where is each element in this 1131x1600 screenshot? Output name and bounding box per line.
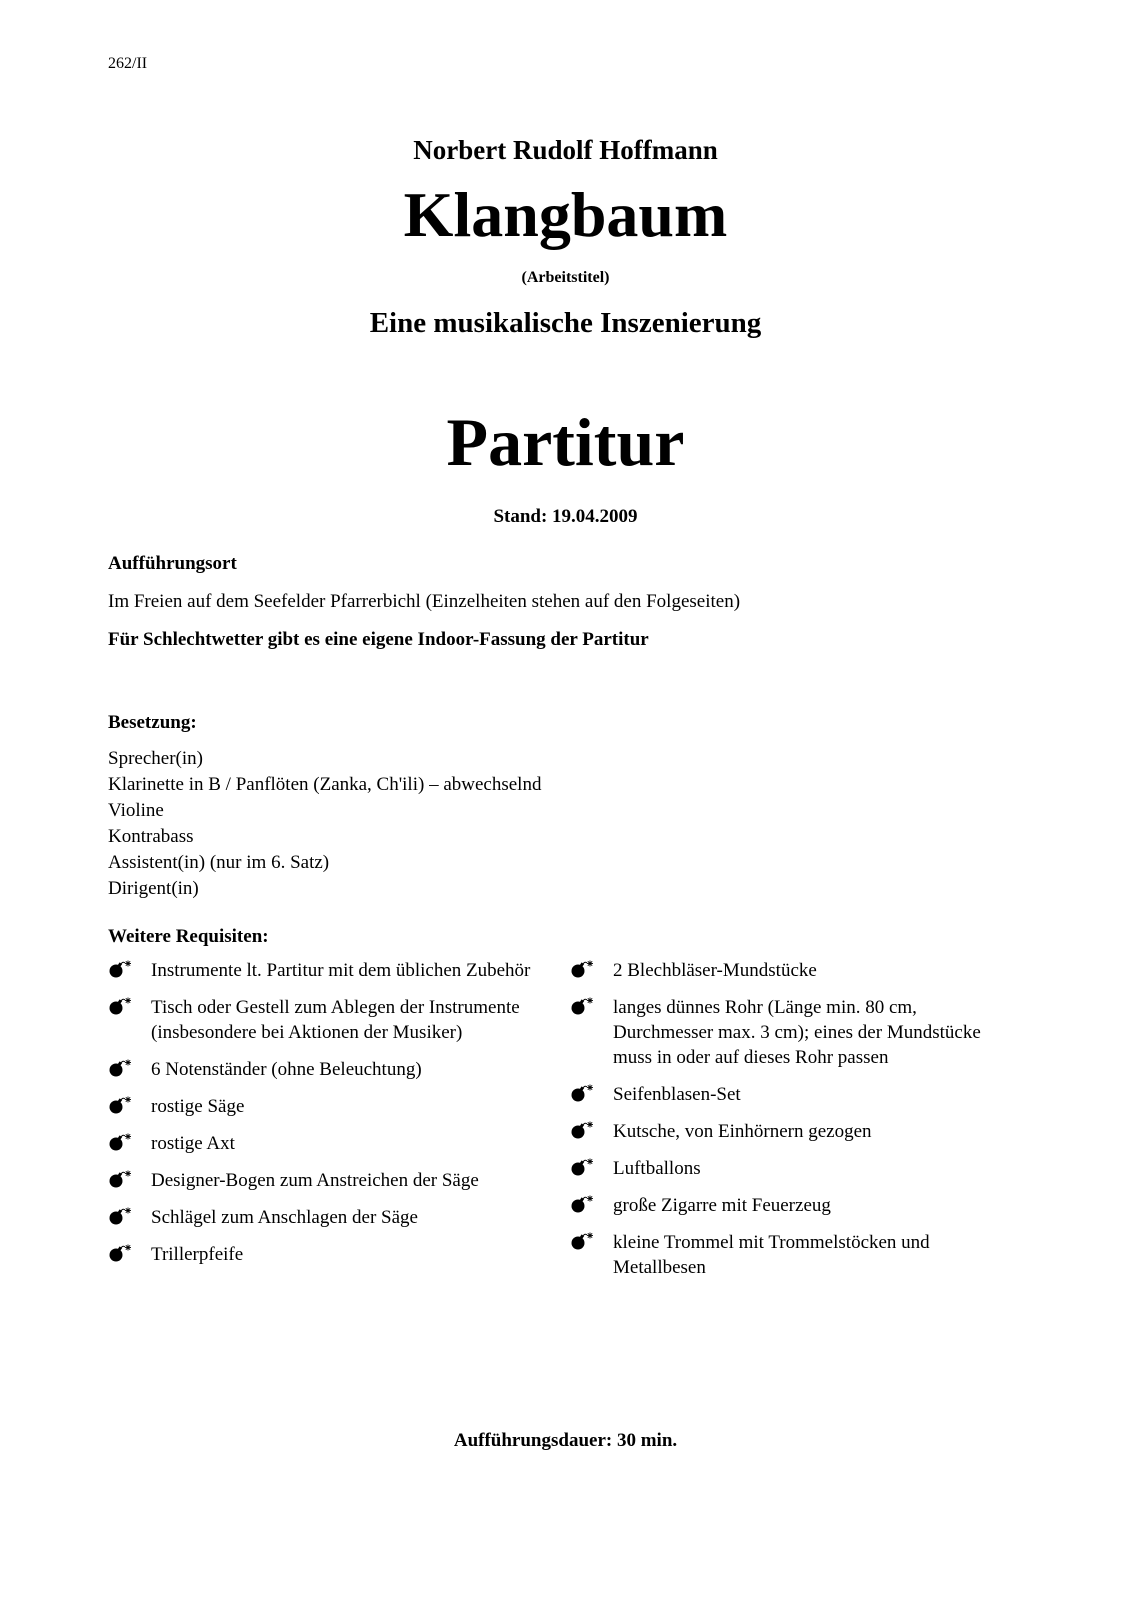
prop-label: große Zigarre mit Feuerzeug <box>613 1195 831 1216</box>
bomb-icon <box>570 1232 596 1250</box>
venue-bad-weather-note: Für Schlechtwetter gibt es eine eigene Indoor-Fassung der Partitur <box>108 629 649 650</box>
prop-item <box>108 1094 558 1119</box>
cast-item: Violine <box>108 800 164 821</box>
author-name: Norbert Rudolf Hoffmann <box>413 135 718 165</box>
work-title: Klangbaum <box>403 179 728 250</box>
cast-item: Assistent(in) (nur im 6. Satz) <box>108 852 330 873</box>
working-title-note: (Arbeitstitel) <box>521 269 610 286</box>
prop-label: Kutsche, von Einhörnern gezogen <box>613 1121 872 1142</box>
prop-item <box>108 958 558 983</box>
bomb-icon <box>570 960 596 978</box>
bomb-icon <box>108 1059 134 1077</box>
bomb-icon <box>108 1170 134 1188</box>
props-heading: Weitere Requisiten: <box>108 926 269 947</box>
prop-item <box>570 1082 1020 1107</box>
bomb-icon <box>570 1121 596 1139</box>
bomb-icon <box>570 1084 596 1102</box>
prop-item <box>570 958 1020 983</box>
prop-item <box>570 1230 1020 1280</box>
bomb-icon <box>108 960 134 978</box>
bomb-icon <box>570 1158 596 1176</box>
prop-label: Tisch oder Gestell zum Ablegen der Instrumente (insbesondere bei Aktionen der Musiker) <box>151 997 520 1043</box>
prop-item <box>570 995 1020 1070</box>
prop-item <box>108 1168 558 1193</box>
cast-item: Klarinette in B / Panflöten (Zanka, Ch'ili) – abwechselnd <box>108 774 542 795</box>
prop-item <box>570 1119 1020 1144</box>
bomb-icon <box>108 1133 134 1151</box>
bomb-icon <box>570 997 596 1015</box>
prop-label: Seifenblasen-Set <box>613 1084 741 1105</box>
page-number: 262/II <box>108 55 148 72</box>
cast-item: Kontrabass <box>108 826 194 847</box>
prop-label: Luftballons <box>613 1158 701 1179</box>
score-heading: Partitur <box>446 404 685 480</box>
prop-label: 6 Notenständer (ohne Beleuchtung) <box>151 1059 422 1080</box>
prop-label: Instrumente lt. Partitur mit dem üblichen Zubehör <box>151 960 531 981</box>
prop-label: Designer-Bogen zum Anstreichen der Säge <box>151 1170 479 1191</box>
props-list-left <box>108 958 558 1279</box>
prop-item <box>108 1205 558 1230</box>
prop-item <box>108 995 558 1045</box>
prop-item <box>570 1156 1020 1181</box>
bomb-icon <box>570 1195 596 1213</box>
prop-label: Trillerpfeife <box>151 1244 244 1265</box>
cast-heading: Besetzung: <box>108 712 197 733</box>
venue-text: Im Freien auf dem Seefelder Pfarrerbichl (Einzelheiten stehen auf den Folgeseiten) <box>108 591 741 612</box>
prop-label: 2 Blechbläser-Mundstücke <box>613 960 817 981</box>
venue-heading: Aufführungsort <box>108 553 237 574</box>
prop-label: kleine Trommel mit Trommelstöcken und Metallbesen <box>613 1232 930 1278</box>
bomb-icon <box>108 1096 134 1114</box>
cast-item: Dirigent(in) <box>108 878 199 899</box>
prop-item <box>108 1131 558 1156</box>
status-date: Stand: 19.04.2009 <box>493 506 638 527</box>
prop-item <box>108 1057 558 1082</box>
prop-label: Schlägel zum Anschlagen der Säge <box>151 1207 418 1228</box>
bomb-icon <box>108 1207 134 1225</box>
bomb-icon <box>108 1244 134 1262</box>
cast-item: Sprecher(in) <box>108 748 203 769</box>
prop-label: rostige Axt <box>151 1133 235 1154</box>
props-list-right <box>570 958 1020 1292</box>
performance-duration: Aufführungsdauer: 30 min. <box>453 1430 678 1451</box>
prop-item <box>570 1193 1020 1218</box>
subtitle: Eine musikalische Inszenierung <box>369 307 762 339</box>
prop-item <box>108 1242 558 1267</box>
prop-label: langes dünnes Rohr (Länge min. 80 cm, Durchmesser max. 3 cm); eines der Mundstücke muss in oder auf dieses Rohr passen <box>613 997 981 1068</box>
prop-label: rostige Säge <box>151 1096 245 1117</box>
cast-list <box>108 746 541 902</box>
bomb-icon <box>108 997 134 1015</box>
